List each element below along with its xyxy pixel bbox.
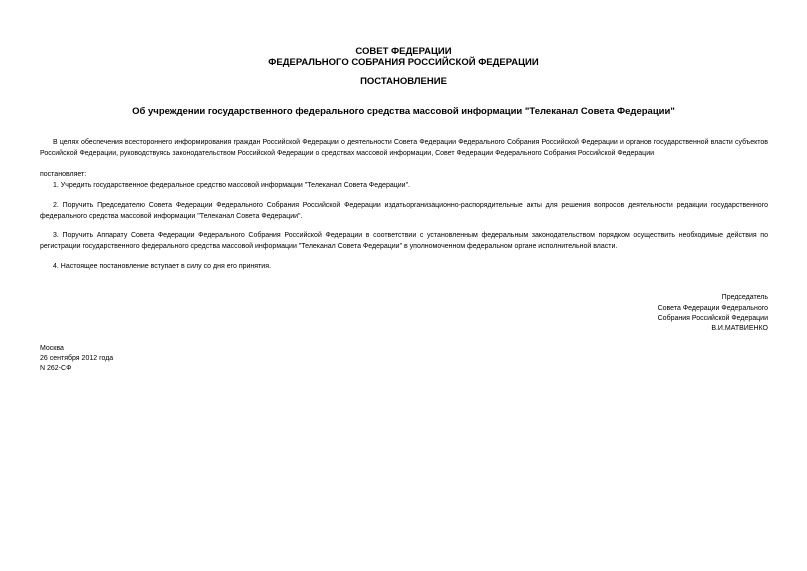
- document-type: ПОСТАНОВЛЕНИЕ: [360, 76, 447, 87]
- issuer-line-1: СОВЕТ ФЕДЕРАЦИИ: [355, 46, 452, 57]
- item-3: 3. Поручить Аппарату Совета Федерации Федерального Собрания Российской Федерации в соответствии с установленным федеральным законодательством порядком осуществить необходимые действия по регистрации государственного федерального средства массовой информации "Телеканал Совета Федерации" в уполномоченном федеральном органе исполнительной власти.: [40, 232, 768, 250]
- document-number: N 262-СФ: [40, 365, 72, 372]
- resolves-line: постановляет:: [40, 171, 87, 178]
- issuer-line-2: ФЕДЕРАЛЬНОГО СОБРАНИЯ РОССИЙСКОЙ ФЕДЕРАЦИИ: [268, 57, 539, 68]
- signature-title-1: Председатель: [721, 294, 768, 301]
- item-2: 2. Поручить Председателю Совета Федерации Федерального Собрания Российской Федерации издатьорганизационно-распорядительные акты для решения вопросов деятельности редакции государственного федерального средства массовой информации "Телеканал Совета Федерации".: [40, 202, 768, 220]
- item-4: 4. Настоящее постановление вступает в силу со дня его принятия.: [53, 263, 271, 270]
- signatory-name: В.И.МАТВИЕНКО: [711, 325, 768, 332]
- document-date: 26 сентября 2012 года: [40, 355, 114, 362]
- item-1: 1. Учредить государственное федеральное средство массовой информации "Телеканал Совета Федерации".: [53, 182, 410, 189]
- preamble-paragraph: В целях обеспечения всестороннего информирования граждан Российской Федерации о деятельности Совета Федерации Федерального Собрания Российской Федерации и органов государственной власти субъектов Российской Федерации, руководствуясь законодательством Российской Федерации о средствах массовой информации, Совет Федерации Федерального Собрания Российской Федерации: [40, 139, 768, 157]
- signature-title-3: Собрания Российской Федерации: [657, 315, 768, 322]
- signature-title-2: Совета Федерации Федерального: [657, 305, 768, 312]
- city: Москва: [40, 345, 64, 352]
- document-title: Об учреждении государственного федерального средства массовой информации "Телеканал Совета Федерации": [132, 106, 675, 117]
